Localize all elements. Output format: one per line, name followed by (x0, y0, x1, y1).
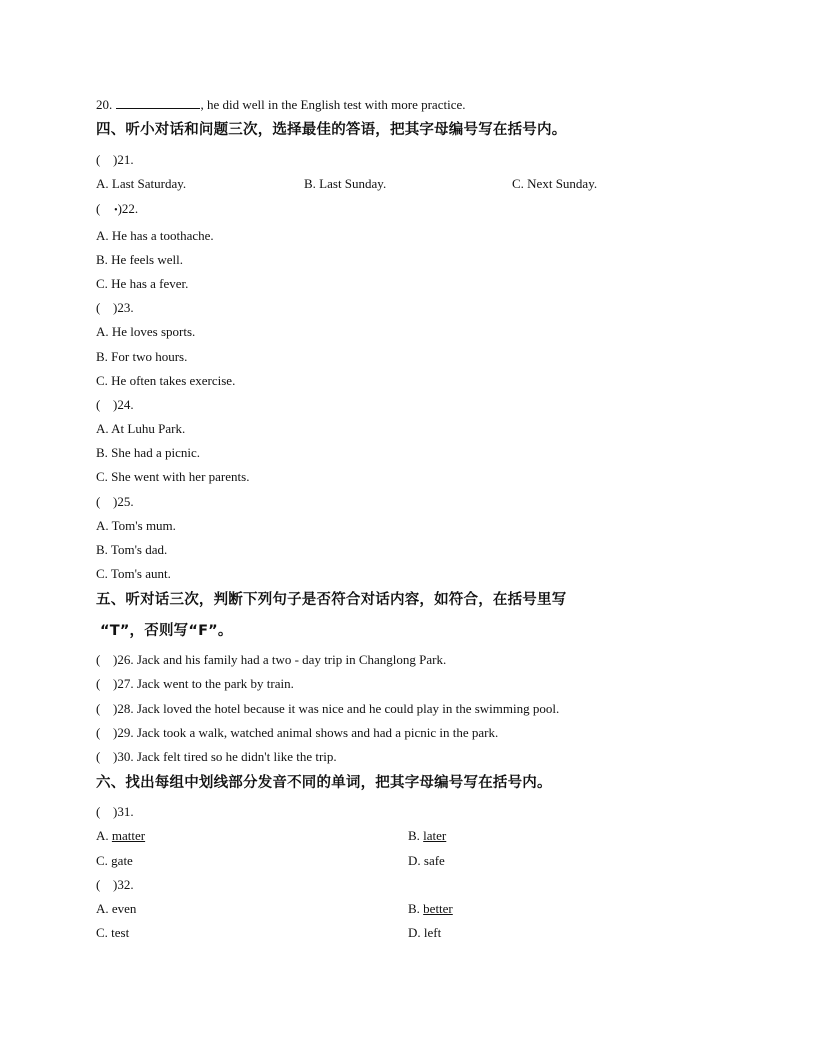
q25-option-c: C. Tom's aunt. (96, 566, 171, 581)
q23-option-b: B. For two hours. (96, 349, 188, 364)
question-25 (96, 494, 134, 510)
underlined-word: better (423, 901, 453, 916)
question-22 (96, 201, 138, 219)
underlined-word: later (423, 828, 447, 843)
answer-bracket: ( (96, 652, 101, 667)
question-28 (96, 701, 559, 717)
question-26-text: )26. Jack and his family had a two - day trip in Changlong Park. (113, 652, 447, 667)
question-31 (96, 804, 134, 820)
section-6-heading: 六、找出每组中划线部分发音不同的单词，把其字母编号写在括号内。 (96, 775, 552, 791)
question-27-text: )27. Jack went to the park by train. (113, 676, 294, 691)
answer-bracket: ( (96, 397, 101, 412)
option-label: A. (96, 828, 112, 843)
question-31-number: )31. (113, 804, 134, 819)
question-24-number: )24. (113, 397, 134, 412)
question-22-number: )22. (117, 201, 139, 216)
question-29 (96, 725, 498, 741)
answer-bracket: ( (96, 804, 101, 819)
question-21-number: )21. (113, 152, 134, 167)
option-label: B. (408, 828, 424, 843)
q22-option-c: C. He has a fever. (96, 276, 189, 291)
question-23 (96, 300, 134, 316)
q31-option-a (96, 828, 145, 844)
question-25-number: )25. (113, 494, 134, 509)
question-29-text: )29. Jack took a walk, watched animal shows and had a picnic in the park. (113, 725, 499, 740)
q31-option-d: D. safe (408, 853, 445, 868)
q32-option-d: D. left (408, 925, 442, 940)
underlined-word: matter (111, 828, 146, 843)
q32-option-b (408, 901, 453, 917)
question-32 (96, 877, 134, 893)
q25-option-b: B. Tom's dad. (96, 542, 168, 557)
q24-option-b: B. She had a picnic. (96, 445, 200, 460)
question-23-number: )23. (113, 300, 134, 315)
question-26 (96, 652, 446, 668)
q23-option-c: C. He often takes exercise. (96, 373, 236, 388)
question-30-text: )30. Jack felt tired so he didn't like the trip. (113, 749, 337, 764)
answer-bracket: ( (96, 701, 101, 716)
answer-bracket: ( (96, 749, 101, 764)
q31-option-b (408, 828, 446, 844)
q21-option-a: A. Last Saturday. (96, 176, 187, 191)
answer-bracket: ( (96, 300, 101, 315)
section-5-heading-line-1: 五、听对话三次，判断下列句子是否符合对话内容，如符合，在括号里写 (96, 592, 567, 608)
answer-bracket: ( (96, 676, 101, 691)
question-20-number: 20. (96, 97, 113, 112)
q24-option-a: A. At Luhu Park. (96, 421, 186, 436)
answer-blank (116, 96, 200, 109)
q24-option-c: C. She went with her parents. (96, 469, 250, 484)
question-27 (96, 676, 294, 692)
answer-bracket: ( (96, 877, 101, 892)
option-label: B. (408, 901, 424, 916)
question-20-text: , he did well in the English test with more practice. (200, 97, 466, 112)
q21-option-b: B. Last Sunday. (304, 176, 387, 191)
section-4-heading: 四、听小对话和问题三次，选择最佳的答语，把其字母编号写在括号内。 (96, 122, 567, 138)
question-28-text: )28. Jack loved the hotel because it was nice and he could play in the swimming pool. (113, 701, 560, 716)
bullet-mark: • (114, 205, 118, 216)
question-20 (96, 96, 466, 113)
q22-option-b: B. He feels well. (96, 252, 184, 267)
section-5-heading-line-2: “T”，否则写“F”。 (100, 623, 233, 639)
answer-bracket: ( (96, 725, 101, 740)
q22-option-a: A. He has a toothache. (96, 228, 214, 243)
q32-option-c: C. test (96, 925, 130, 940)
q25-option-a: A. Tom's mum. (96, 518, 176, 533)
answer-bracket: ( (96, 152, 101, 167)
question-21 (96, 152, 134, 168)
q32-option-a: A. even (96, 901, 137, 916)
question-30 (96, 749, 337, 765)
answer-bracket: ( (96, 494, 101, 509)
q23-option-a: A. He loves sports. (96, 324, 196, 339)
q31-option-c: C. gate (96, 853, 133, 868)
question-24 (96, 397, 134, 413)
answer-bracket: ( (96, 201, 101, 216)
q21-option-c: C. Next Sunday. (512, 176, 598, 191)
question-32-number: )32. (113, 877, 134, 892)
